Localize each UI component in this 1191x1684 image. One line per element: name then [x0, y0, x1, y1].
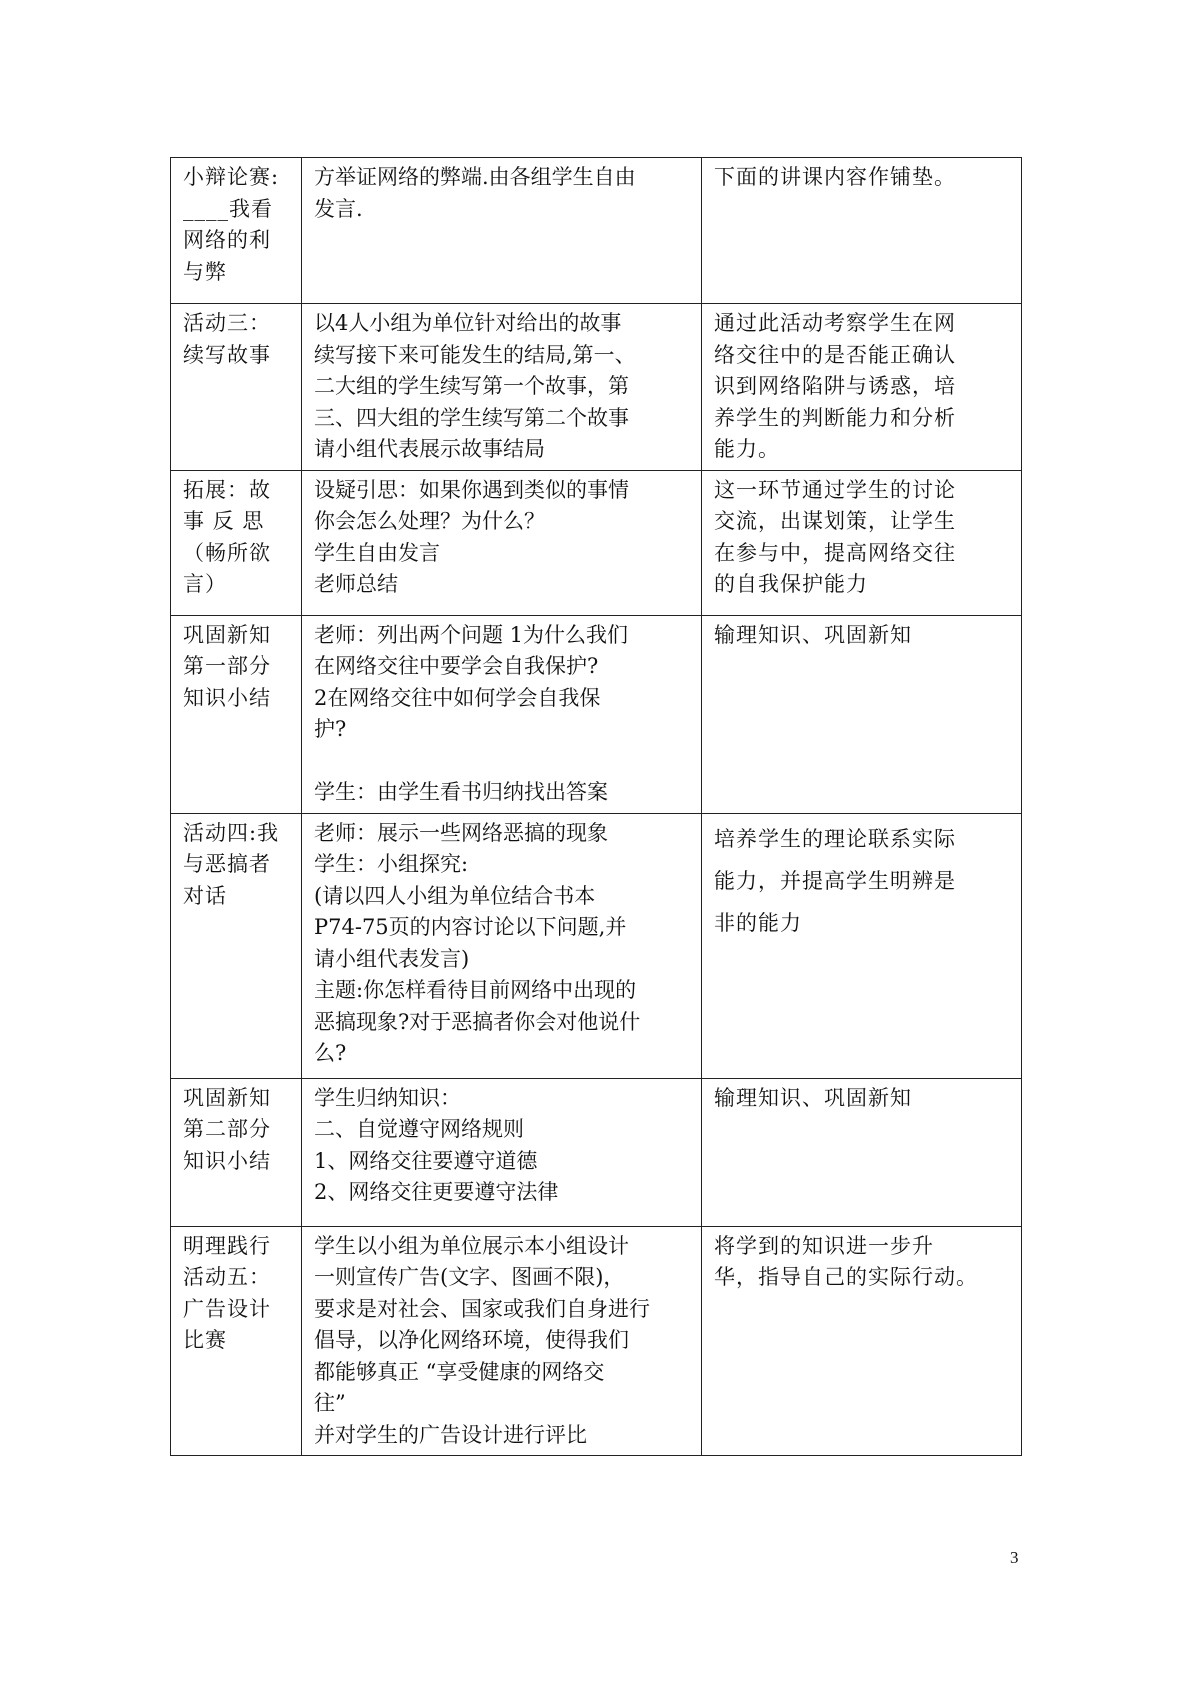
cell-text-line: 通过此活动考察学生在网: [714, 311, 956, 335]
cell-text-line: 明理践行: [183, 1233, 271, 1258]
activity-cell: [302, 615, 702, 813]
cell-text-line: 这一环节通过学生的讨论: [714, 477, 956, 502]
stage-cell: [171, 1226, 302, 1456]
cell-text-line: 主题:你怎样看待目前网络中出现的: [314, 978, 637, 1002]
cell-text-line: 一则宣传广告(文字、图画不限)，: [314, 1265, 625, 1289]
cell-text-line: 学生自由发言: [314, 540, 440, 565]
table-row: [171, 304, 1022, 471]
cell-text-line: 学生：由学生看书归纳找出答案: [314, 780, 608, 804]
page-number: 3: [1010, 1548, 1019, 1567]
cell-text-line: 对话: [183, 883, 227, 908]
cell-text-line: 与弊: [183, 259, 227, 284]
table-row: [171, 158, 1022, 304]
cell-text-line: 养学生的判断能力和分析: [714, 405, 956, 430]
cell-text-line: 在网络交往中要学会自我保护?: [314, 654, 599, 678]
cell-text-line: 请小组代表发言): [314, 946, 470, 971]
cell-text-line: 以4人小组为单位针对给出的故事: [314, 311, 622, 335]
cell-text-line: 广告设计: [183, 1296, 271, 1321]
cell-text-line: 交流，出谋划策，让学生: [714, 509, 956, 533]
cell-text-line: 倡导，以净化网络环境，使得我们: [314, 1328, 629, 1352]
cell-text-line: (请以四人小组为单位结合书本: [314, 883, 596, 908]
cell-text-line: 三、四大组的学生续写第二个故事: [314, 405, 629, 430]
cell-text-line: 第一部分: [183, 654, 271, 678]
cell-text-line: 在参与中，提高网络交往: [714, 540, 956, 565]
cell-text-line: ____我看: [183, 196, 273, 221]
cell-text-line: 下面的讲课内容作铺垫。: [714, 165, 956, 189]
cell-text-line: 学生以小组为单位展示本小组设计: [314, 1233, 629, 1258]
table-row: [171, 1078, 1022, 1226]
cell-text-line: 华，指导自己的实际行动。: [714, 1265, 978, 1289]
cell-text-line: 输理知识、巩固新知: [714, 622, 912, 647]
cell-text-line: 恶搞现象?对于恶搞者你会对他说什: [314, 1009, 641, 1034]
cell-text-line: 学生：小组探究:: [314, 852, 469, 876]
cell-text-line: 活动三：: [183, 311, 271, 335]
cell-text-line: 第二部分: [183, 1117, 271, 1141]
activity-cell: [302, 1226, 702, 1456]
cell-text-line: 老师：列出两个问题 1为什么我们: [314, 622, 629, 647]
stage-cell: [171, 615, 302, 813]
intent-cell: [702, 615, 1022, 813]
intent-cell: [702, 304, 1022, 471]
cell-text-line: 都能够真正 “享受健康的网络交: [314, 1359, 605, 1384]
cell-text-line: 输理知识、巩固新知: [714, 1085, 912, 1110]
cell-text-line: 续写接下来可能发生的结局,第一、: [314, 342, 636, 367]
activity-cell: [302, 813, 702, 1078]
cell-text-line: 2在网络交往中如何学会自我保: [314, 685, 601, 710]
cell-text-line: 2、网络交往更要遵守法律: [314, 1180, 559, 1204]
intent-cell: [702, 1226, 1022, 1456]
cell-text-line: 二、自觉遵守网络规则: [314, 1117, 524, 1141]
cell-text-line: 将学到的知识进一步升: [714, 1233, 934, 1258]
stage-cell: [171, 470, 302, 615]
intent-cell: [702, 813, 1022, 1078]
cell-text-line: P74-75页的内容讨论以下问题,并: [314, 915, 627, 939]
cell-text-line: 发言.: [314, 196, 363, 221]
cell-text-line: [314, 746, 689, 778]
table-row: [171, 813, 1022, 1078]
table-row: [171, 1226, 1022, 1456]
activity-cell: [302, 1078, 702, 1226]
cell-text-line: 事 反 思: [183, 509, 265, 533]
cell-text-line: 续写故事: [183, 342, 271, 367]
cell-text-line: 知识小结: [183, 1148, 271, 1173]
cell-text-line: 二大组的学生续写第一个故事，第: [314, 374, 629, 398]
cell-text-line: 老师总结: [314, 572, 398, 596]
stage-cell: [171, 1078, 302, 1226]
cell-text-line: 比赛: [183, 1328, 227, 1352]
cell-text-line: 小辩论赛:: [183, 165, 280, 189]
table-row: [171, 470, 1022, 615]
cell-text-line: 护?: [314, 717, 347, 741]
lesson-plan-table-body: [171, 158, 1022, 1456]
stage-cell: [171, 304, 302, 471]
cell-text-line: 并对学生的广告设计进行评比: [314, 1422, 587, 1447]
cell-text-line: 老师：展示一些网络恶搞的现象: [314, 820, 608, 845]
intent-cell: [702, 470, 1022, 615]
cell-text-line: 络交往中的是否能正确认: [714, 342, 956, 367]
cell-text-line: 巩固新知: [183, 622, 271, 647]
cell-text-line: 方举证网络的弊端.由各组学生自由: [314, 165, 636, 189]
intent-cell: [702, 1078, 1022, 1226]
stage-cell: [171, 813, 302, 1078]
cell-text-line: 往”: [314, 1391, 346, 1415]
cell-text-line: 学生归纳知识：: [314, 1085, 461, 1110]
cell-text-line: 言）: [183, 572, 227, 596]
cell-text-line: 能力，并提高学生明辨是: [714, 868, 956, 893]
intent-cell: [702, 158, 1022, 304]
table-row: [171, 615, 1022, 813]
cell-text-line: 1、网络交往要遵守道德: [314, 1148, 538, 1173]
cell-text-line: 网络的利: [183, 228, 271, 252]
cell-text-line: 巩固新知: [183, 1085, 271, 1110]
cell-text-line: 能力。: [714, 437, 780, 461]
stage-cell: [171, 158, 302, 304]
cell-text-line: 请小组代表展示故事结局: [314, 437, 545, 461]
cell-text-line: 拓展：故: [183, 477, 271, 502]
cell-text-line: 非的能力: [714, 910, 802, 935]
cell-text-line: 要求是对社会、国家或我们自身进行: [314, 1296, 650, 1321]
lesson-plan-table: [170, 157, 1022, 1456]
cell-text-line: 你会怎么处理？为什么？: [314, 509, 545, 533]
cell-text-line: 与恶搞者: [183, 852, 271, 876]
cell-text-line: 活动四:我: [183, 820, 280, 845]
cell-text-line: 识到网络陷阱与诱惑，培: [714, 374, 956, 398]
cell-text-line: 知识小结: [183, 685, 271, 710]
cell-text-line: 设疑引思：如果你遇到类似的事情: [314, 477, 629, 502]
activity-cell: [302, 158, 702, 304]
cell-text-line: 活动五：: [183, 1265, 271, 1289]
cell-text-line: 么?: [314, 1041, 347, 1065]
cell-text-line: 培养学生的理论联系实际: [714, 826, 956, 851]
cell-text-line: （畅所欲: [183, 540, 271, 565]
activity-cell: [302, 470, 702, 615]
activity-cell: [302, 304, 702, 471]
cell-text-line: 的自我保护能力: [714, 572, 868, 596]
